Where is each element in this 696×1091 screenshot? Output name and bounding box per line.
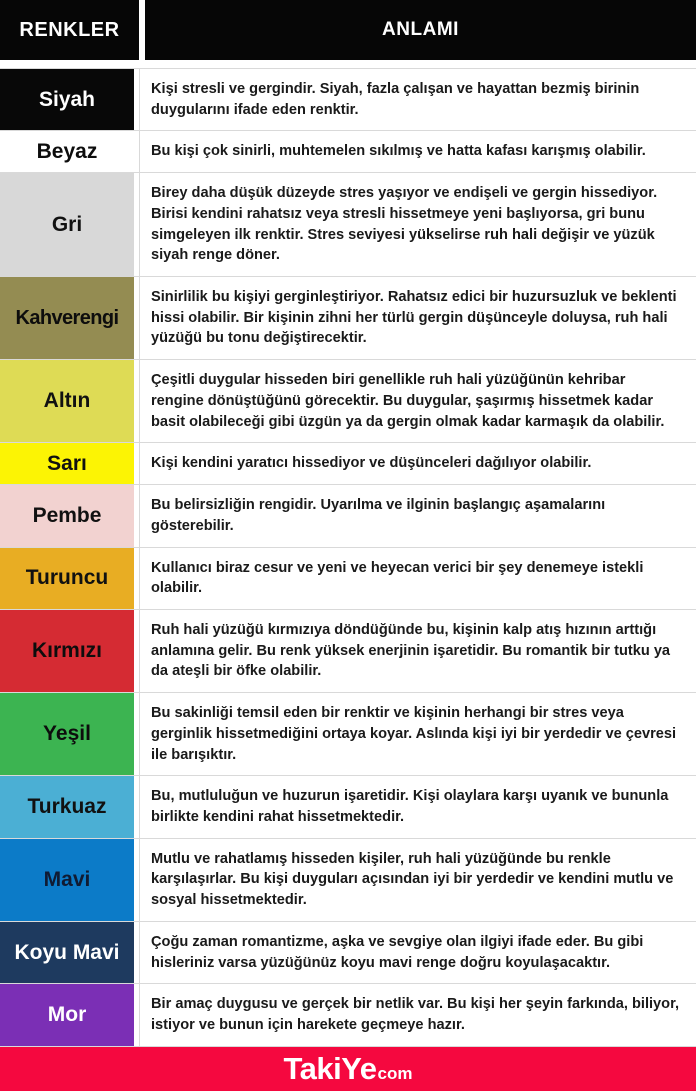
color-meaning-text: Bu, mutluluğun ve huzurun işaretidir. Kişi olaylara karşı uyanık ve bununla birlikte kendini rahat hissetmektedir.	[139, 776, 696, 837]
color-swatch: Siyah	[0, 69, 139, 130]
color-swatch: Kırmızı	[0, 610, 139, 692]
color-swatch: Altın	[0, 360, 139, 442]
color-meaning-text: Kişi stresli ve gergindir. Siyah, fazla çalışan ve hayattan bezmiş birinin duygularını ifade eden renktir.	[139, 69, 696, 130]
color-swatch: Mavi	[0, 839, 139, 921]
table-row	[0, 984, 696, 1046]
brand-logo	[283, 1051, 413, 1087]
table-row	[0, 485, 696, 547]
color-swatch: Pembe	[0, 485, 139, 546]
header-separator	[0, 60, 696, 69]
color-meaning-text: Çeşitli duygular hisseden biri genellikle ruh hali yüzüğünün kehribar rengine dönüştüğünü görecektir. Bu duygular, şaşırmış hissetmek kadar basit olabileceği gibi üzgün ya da gergin olmak kadar karmaşık da olabilir.	[139, 360, 696, 442]
color-meaning-text: Kullanıcı biraz cesur ve yeni ve heyecan verici bir şey denemeye istekli olabilir.	[139, 548, 696, 609]
table-row	[0, 360, 696, 443]
color-swatch: Sarı	[0, 443, 139, 484]
footer-brand-bar	[0, 1047, 696, 1091]
table-row	[0, 277, 696, 360]
color-meaning-text: Çoğu zaman romantizme, aşka ve sevgiye olan ilgiyi ifade eder. Bu gibi hisleriniz varsa yüzüğünüz koyu mavi renge doğru koyulaşacaktır.	[139, 922, 696, 983]
table-header	[0, 0, 696, 60]
color-meaning-text: Bu kişi çok sinirli, muhtemelen sıkılmış ve hatta kafası karışmış olabilir.	[139, 131, 696, 172]
color-swatch: Mor	[0, 984, 139, 1045]
table-body	[0, 69, 696, 1047]
color-meaning-text: Birey daha düşük düzeyde stres yaşıyor ve endişeli ve gergin hissediyor. Birisi kendini rahatsız veya stresli hissetmeye yeni başlıyorsa, gri bunu simgeleyen ilk renktir. Stres seviyesi yükselirse ruh hali değişir ve yüzük siyah renge döner.	[139, 173, 696, 276]
brand-tld: com	[377, 1064, 413, 1084]
brand-name: TakiYe	[283, 1051, 377, 1087]
table-row	[0, 173, 696, 277]
table-row	[0, 548, 696, 610]
header-colors: RENKLER	[0, 0, 139, 60]
color-swatch: Gri	[0, 173, 139, 276]
color-swatch: Turkuaz	[0, 776, 139, 837]
color-meaning-text: Sinirlilik bu kişiyi gerginleştiriyor. Rahatsız edici bir huzursuzluk ve beklenti hissi olabilir. Bir kişinin zihni her türlü gergin düşünceyle doluysa, ruh hali yüzüğü bu tonu değiştirecektir.	[139, 277, 696, 359]
table-row	[0, 610, 696, 693]
color-meaning-text: Kişi kendini yaratıcı hissediyor ve düşünceleri dağılıyor olabilir.	[139, 443, 696, 484]
color-swatch: Kahverengi	[0, 277, 139, 359]
table-row	[0, 69, 696, 131]
color-swatch: Yeşil	[0, 693, 139, 775]
table-row	[0, 693, 696, 776]
header-meaning: ANLAMI	[145, 0, 696, 60]
table-row	[0, 776, 696, 838]
color-meaning-text: Bir amaç duygusu ve gerçek bir netlik var. Bu kişi her şeyin farkında, biliyor, istiyor ve bunun için harekete geçmeye hazır.	[139, 984, 696, 1045]
color-meaning-text: Bu belirsizliğin rengidir. Uyarılma ve ilginin başlangıç aşamalarını gösterebilir.	[139, 485, 696, 546]
table-row	[0, 922, 696, 984]
color-swatch: Turuncu	[0, 548, 139, 609]
color-swatch: Beyaz	[0, 131, 139, 172]
color-meaning-text: Mutlu ve rahatlamış hisseden kişiler, ruh hali yüzüğünde bu renkle karşılaşırlar. Bu kişi duyguları açısından iyi bir yerdedir ve kendini mutlu ve sosyal hissetmektedir.	[139, 839, 696, 921]
color-swatch: Koyu Mavi	[0, 922, 139, 983]
table-row	[0, 839, 696, 922]
color-meaning-text: Bu sakinliği temsil eden bir renktir ve kişinin herhangi bir stres veya gerginlik hissetmediğini ortaya koyar. Aslında kişi iyi bir yerdedir ve çevresi ile barışıktır.	[139, 693, 696, 775]
color-meaning-text: Ruh hali yüzüğü kırmızıya döndüğünde bu, kişinin kalp atış hızının arttığı anlamına gelir. Bu renk yüksek enerjinin işaretidir. Bu romantik bir tutku ya da ateşli bir öfke olabilir.	[139, 610, 696, 692]
table-row	[0, 443, 696, 485]
table-row	[0, 131, 696, 173]
